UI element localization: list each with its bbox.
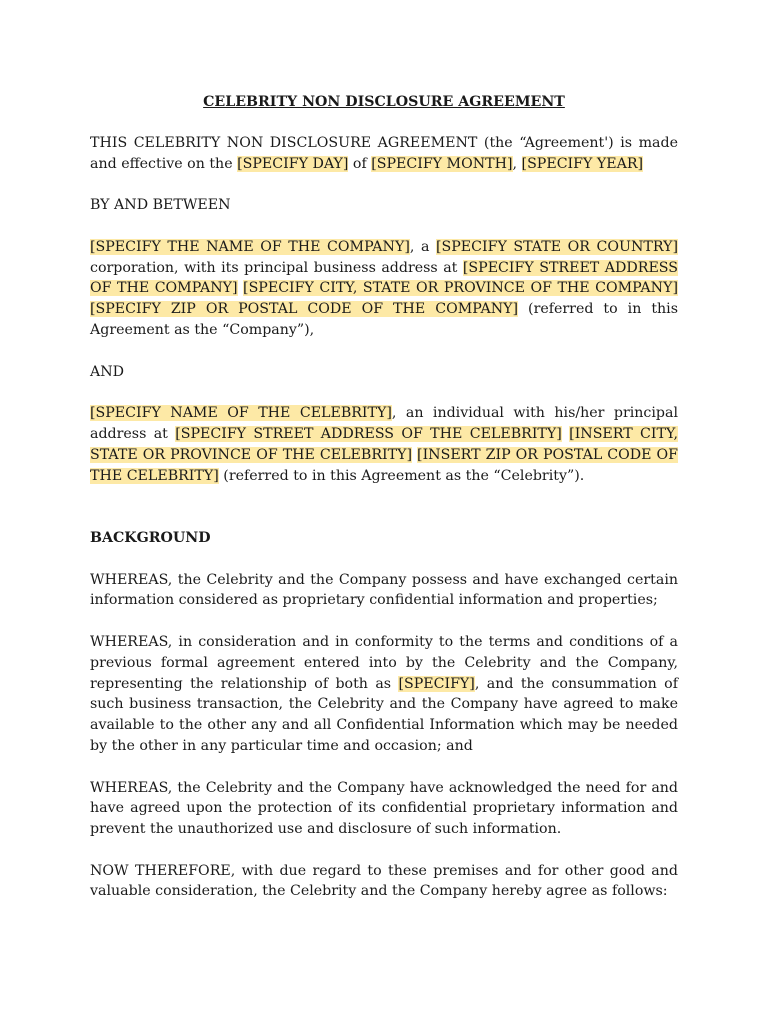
document-page xyxy=(90,92,678,923)
whereas2-text-1: WHEREAS, in consideration and in conformity to the terms and conditions of a previous formal agreement entered into by the Celebrity and the Company, representing the relationship of both as xyxy=(90,633,678,692)
background-heading: BACKGROUND xyxy=(90,529,211,546)
placeholder-celebrity-city: [INSERT CITY, STATE OR PROVINCE OF THE CELEBRITY] xyxy=(90,425,678,463)
company-text-1: , a xyxy=(409,238,436,255)
company-paragraph xyxy=(90,237,678,341)
placeholder-company-city: [SPECIFY CITY, STATE OR PROVINCE OF THE COMPANY] xyxy=(243,280,678,297)
spacer xyxy=(90,507,678,528)
placeholder-company-zip: [SPECIFY ZIP OR POSTAL CODE OF THE COMPANY] xyxy=(90,301,519,318)
placeholder-state-country: [SPECIFY STATE OR COUNTRY] xyxy=(435,238,678,255)
placeholder-relationship: [SPECIFY] xyxy=(398,675,475,692)
intro-text-2: of xyxy=(348,155,372,172)
placeholder-month: [SPECIFY MONTH] xyxy=(371,155,513,172)
company-text-2: corporation, with its principal business address at xyxy=(90,259,463,276)
whereas-paragraph-3: WHEREAS, the Celebrity and the Company have acknowledged the need for and have agreed upon the protection of its confidential proprietary information and prevent the unauthorized use and disclosure of such information. xyxy=(90,779,678,838)
placeholder-celebrity-name: [SPECIFY NAME OF THE CELEBRITY] xyxy=(90,405,392,422)
now-therefore-paragraph: NOW THEREFORE, with due regard to these premises and for other good and valuable consideration, the Celebrity and the Company hereby agree as follows: xyxy=(90,862,678,900)
placeholder-day: [SPECIFY DAY] xyxy=(237,155,349,172)
celebrity-paragraph xyxy=(90,403,678,486)
intro-text-1: THIS CELEBRITY NON DISCLOSURE AGREEMENT (the “Agreement') is made and effective on the xyxy=(90,134,678,172)
by-and-between: BY AND BETWEEN xyxy=(90,197,231,214)
placeholder-company-name: [SPECIFY THE NAME OF THE COMPANY] xyxy=(90,238,410,255)
placeholder-company-street: [SPECIFY STREET ADDRESS OF THE COMPANY] xyxy=(90,259,678,297)
and-separator: AND xyxy=(90,363,125,380)
whereas-paragraph-1: WHEREAS, the Celebrity and the Company possess and have exchanged certain information considered as proprietary confidential information and properties; xyxy=(90,571,678,609)
whereas2-text-2: , and the consummation of such business transaction, the Celebrity and the Company have agreed to make available to the other any and all Confidential Information which may be needed by the other in any particular time and occasion; and xyxy=(90,675,678,754)
intro-text-3: , xyxy=(512,155,522,172)
company-text-5: (referred to in this Agreement as the “Company”), xyxy=(90,301,678,338)
celebrity-text-4: (referred to in this Agreement as the “Celebrity”). xyxy=(218,467,585,484)
placeholder-year: [SPECIFY YEAR] xyxy=(521,155,644,172)
document-title: CELEBRITY NON DISCLOSURE AGREEMENT xyxy=(203,94,565,110)
placeholder-celebrity-street: [SPECIFY STREET ADDRESS OF THE CELEBRITY] xyxy=(175,425,562,442)
placeholder-celebrity-zip: [INSERT ZIP OR POSTAL CODE OF THE CELEBRITY] xyxy=(90,446,678,484)
intro-paragraph xyxy=(90,133,678,175)
celebrity-text-1: , an individual with his/her principal address at xyxy=(90,405,678,442)
whereas-paragraph-2 xyxy=(90,632,678,757)
